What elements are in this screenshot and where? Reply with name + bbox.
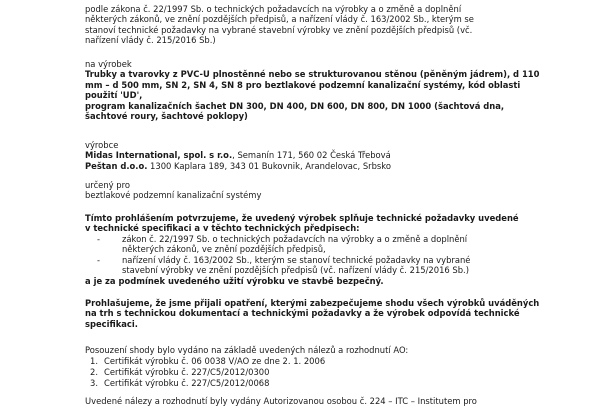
product-line: šachtové roury, šachtové poklopy) [85, 111, 248, 122]
list-number: 2. [90, 367, 98, 377]
conformity-line: na trh s technickou dokumentací a technickými požadavky a že výrobek odpovídá technické [85, 308, 520, 319]
regulation-line: nařízení vlády č. 163/2002 Sb., kterým se stanoví technické požadavky na vybrané [122, 255, 471, 265]
manufacturer-entry [85, 150, 525, 160]
regulation-line: některých zákonů, ve znění pozdějších předpisů, [122, 244, 326, 254]
certificate-item: Certifikát výrobku č. 06 0038 V/AO ze dne 2. 1. 2006 [104, 356, 326, 366]
manufacturer-entry [85, 161, 525, 171]
manufacturer-section [85, 140, 525, 171]
manufacturer-name: Midas International, spol. s r.o. [85, 150, 233, 161]
conformity-line: specifikaci. [85, 318, 138, 329]
declaration-closing: a je za podmínek uvedeného užití výrobku ve stavbě bezpečný. [85, 276, 384, 286]
assessment-heading: Posouzení shody bylo vydáno na základě uvedených nálezů a rozhodnutí AO: [85, 345, 409, 355]
regulation-line: zákon č. 22/1997 Sb. o technických požadavcích na výrobky a o změně a doplnění [122, 234, 468, 244]
manufacturer-name: Peštan d.o.o. [85, 160, 148, 171]
intended-use-section [85, 180, 525, 201]
declaration-section [85, 213, 525, 234]
intended-heading: určený pro [85, 180, 130, 190]
intro-line: stanoví technické požadavky na vybrané stavební výrobky ve znění pozdějších předpisů (vč. [85, 24, 473, 35]
product-line: mm – d 500 mm, SN 2, SN 4, SN 8 pro beztlakové podzemní kanalizační systémy, kód oblasti [85, 79, 521, 90]
list-number: 3. [90, 378, 98, 388]
list-dash: - [97, 234, 101, 244]
intended-text: beztlakové podzemní kanalizační systémy [85, 190, 262, 201]
certificate-item: Certifikát výrobku č. 227/C5/2012/0068 [104, 378, 270, 388]
intro-paragraph [85, 4, 525, 46]
assessment-footer: Uvedené nálezy a rozhodnutí byly vydány Autorizovanou osobou č. 224 – ITC – Institutem pro [85, 396, 477, 406]
regulation-line: stavební výrobky ve znění pozdějších předpisů (vč. nařízení vlády č. 215/2016 Sb.) [122, 265, 469, 275]
product-line: Trubky a tvarovky z PVC-U plnostěnné nebo se strukturovanou stěnou (pěněným jádrem), d 110 [85, 69, 540, 80]
intro-line: některých zákonů, ve znění pozdějších předpisů, a nařízení vlády č. 163/2002 Sb., kterým se [85, 14, 474, 25]
manufacturer-heading: výrobce [85, 140, 119, 150]
list-number: 1. [90, 356, 98, 366]
list-dash: - [97, 255, 101, 265]
certificate-item: Certifikát výrobku č. 227/C5/2012/0300 [104, 367, 270, 377]
intro-line: podle zákona č. 22/1997 Sb. o technických požadavcích na výrobky a o změně a doplnění [85, 4, 462, 14]
declaration-line: Tímto prohlášením potvrzujeme, že uvedený výrobek splňuje technické požadavky uvedené [85, 213, 519, 223]
product-section [85, 59, 540, 122]
manufacturer-address: , Semanín 171, 560 02 Česká Třebová [232, 150, 391, 161]
conformity-section [85, 298, 540, 329]
declaration-line: v technické specifikaci a v těchto technických předpisech: [85, 223, 360, 234]
product-heading: na výrobek [85, 59, 132, 69]
product-line: program kanalizačních šachet DN 300, DN 400, DN 600, DN 800, DN 1000 (šachtová dna, [85, 100, 505, 111]
manufacturer-address: 1300 Kaplara 189, 343 01 Bukovnik, Arandelovac, Srbsko [147, 160, 391, 171]
conformity-line: Prohlašujeme, že jsme přijali opatření, kterými zabezpečujeme shodu všech výrobků uváděných [85, 298, 540, 308]
intro-line: nařízení vlády č. 215/2016 Sb.) [85, 35, 216, 46]
product-line: použití 'UD', [85, 90, 143, 101]
